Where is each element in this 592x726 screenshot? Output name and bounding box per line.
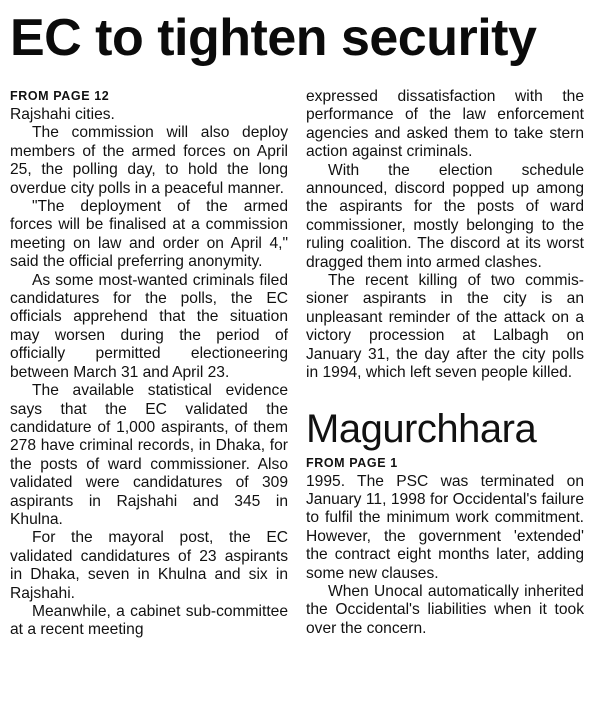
paragraph: 1995. The PSC was terminated on January 11, 1998 for Occidental's failure to fulfil the minimum work commitment. However, the government 'extended' the contract eight months later, adding some new clauses.	[306, 472, 584, 582]
paragraph: The recent killing of two commissioner aspirants in the city is an unpleasant reminder of the attack on a victory procession at Lalbagh on January 31, the day after the city polls in 1994, which left seven people killed.	[306, 272, 584, 382]
left-column	[10, 88, 288, 640]
paragraph: Rajshahi cities.	[10, 106, 115, 123]
article-columns	[10, 88, 584, 640]
paragraph: expressed dissatisfaction with the performance of the law enforcement agencies and asked them to take stern action against criminals.	[306, 88, 584, 161]
continuation-kicker: FROM PAGE 12	[10, 89, 110, 103]
paragraph: The commission will also deploy members of the armed forces on April 25, the polling day, to hold the long overdue city polls in a peaceful manner.	[10, 124, 288, 197]
paragraph: When Unocal automatically inherited the Occidental's liabilities when it took over the concern.	[306, 582, 584, 637]
paragraph: Meanwhile, a cabinet sub-committee at a recent meeting	[10, 602, 288, 639]
paragraph: With the election schedule announced, discord popped up among the aspirants for the posts of ward commissioner, mostly belonging to the ruling coalition. The discord at its worst dragged them into armed clashes.	[306, 161, 584, 271]
right-column	[306, 88, 584, 640]
continuation-kicker: FROM PAGE 1	[306, 455, 398, 470]
paragraph: The available statistical evidence says that the EC validated the candidature of 1,000 aspirants, of them 278 have criminal records, in Dhaka, for the posts of ward commissioner. Also validated were candidatures of 309 aspirants in Rajshahi and 345 in Khulna.	[10, 382, 288, 528]
paragraph: "The deployment of the armed forces will be finalised at a commission meeting on law and order on April 4," said the official preferring anonymity.	[10, 198, 288, 271]
headline: EC to tighten security	[10, 9, 537, 67]
paragraph: As some most-wanted criminals filed candidatures for the polls, the EC officials apprehend that the situation may worsen during the period of officially permitted electioneering between March 31 and April 23.	[10, 271, 288, 381]
sub-headline: Magurchhara	[306, 406, 537, 451]
paragraph: For the mayoral post, the EC validated candidatures of 23 aspirants in Dhaka, seven in Khulna and six in Rajshahi.	[10, 529, 288, 602]
